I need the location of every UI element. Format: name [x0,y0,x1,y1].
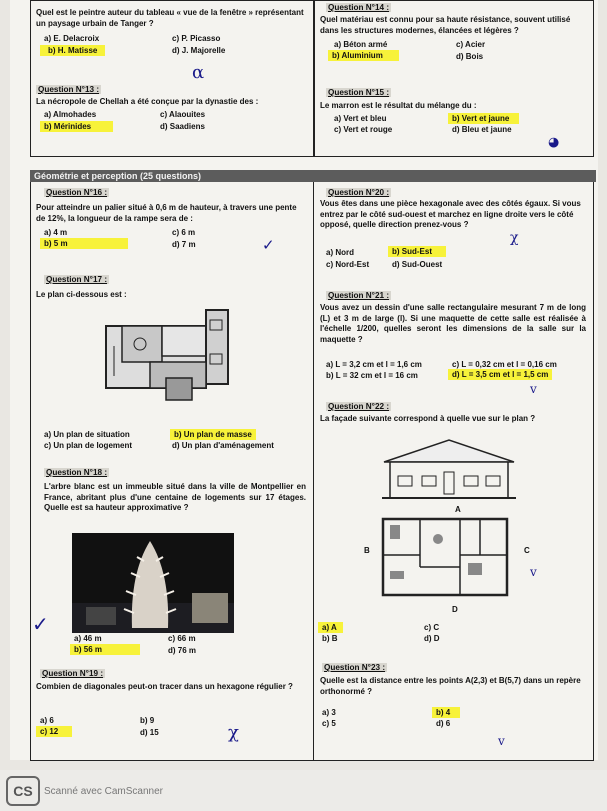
q23-title: Question N°23 : [324,663,386,672]
q23-option-c: b) 4 [432,707,460,718]
q18-option-c: c) 66 m [168,634,196,643]
q15-option-c: b) Vert et jaune [448,113,519,124]
q12-option-a: a) E. Delacroix [44,34,100,43]
q16-option-d: d) 7 m [172,240,196,249]
q17-text: Le plan ci-dessous est : [36,290,127,299]
q15-text: Le marron est le résultat du mélange du : [320,101,477,110]
camscanner-logo: CS [6,776,40,806]
q12-option-c: c) P. Picasso [172,34,221,43]
q19-text: Combien de diagonales peut-on tracer dans un hexagone régulier ? [36,682,293,691]
handwritten-bracket-mark: ✓ [32,612,49,636]
q13-title: Question N°13 : [38,85,100,94]
q21-option-c: c) L = 0,32 cm et l = 0,16 cm [452,360,557,369]
q19-option-a: a) 6 [40,716,54,725]
q22-option-c: c) C [424,623,440,632]
q15-option-a: a) Vert et bleu [334,114,387,123]
q13-option-a: a) Almohades [44,110,97,119]
q13-option-c: c) Alaouites [160,110,206,119]
q15-option-b: c) Vert et rouge [334,125,393,134]
q19-option-c: b) 9 [140,716,155,725]
q14-option-a: a) Béton armé [334,40,388,49]
q20-text: Vous êtes dans une pièce hexagonale avec des côtés égaux. Si vous entrez par le côté sud-ouest et marchez en ligne droite vers le côté opposé, quelle direction prenez-vous ? [320,199,581,229]
handwritten-cross-mark-2: χ [510,230,519,246]
q23-option-a: a) 3 [322,708,336,717]
q21-option-d: d) L = 3,5 cm et l = 1,5 cm [448,369,552,380]
q14-option-b: b) Aluminium [328,50,399,61]
q22-text: La façade suivante correspond à quelle vue sur le plan ? [320,414,536,423]
q16-title: Question N°16 : [46,188,108,197]
q22-label-b: B [364,546,370,555]
q23-option-d: d) 6 [436,719,451,728]
q20-option-a: a) Nord [326,248,354,257]
handwritten-check-mark: ✓ [262,236,275,254]
q20-title: Question N°20 : [328,188,390,197]
q17-option-d: d) Un plan d'aménagement [172,441,274,450]
handwritten-alpha-mark: α [192,62,205,83]
q19-option-b: c) 12 [36,726,72,737]
q13-text: La nécropole de Chellah a été conçue par la dynastie des : [36,97,259,106]
q18-option-a: a) 46 m [74,634,102,643]
q14-title: Question N°14 : [328,3,390,12]
q16-text: Pour atteindre un palier situé à 0,6 m de hauteur, à travers une pente de 12%, la longueur de la rampe sera de : [36,203,297,223]
q15-option-d: d) Bleu et jaune [452,125,512,134]
q22-label-d: D [452,605,458,614]
q16-option-a: a) 4 m [44,228,68,237]
q18-title: Question N°18 : [46,468,108,477]
q20-option-c: b) Sud-Est [388,246,446,257]
q13-option-b: b) Mérinides [40,121,113,132]
q22-option-d: d) D [424,634,440,643]
q20-option-d: d) Sud-Ouest [392,260,443,269]
q14-text: Quel matériau est connu pour sa haute résistance, souvent utilisé dans les structures modernes, élancées et légères ? [320,15,571,35]
q18-option-d: d) 76 m [168,646,197,655]
q17-option-c: b) Un plan de masse [170,429,256,440]
handwritten-circle-mark: ◕ [548,135,560,150]
house-plan-drawing [380,515,510,599]
handwritten-v-mark-2: v [530,565,537,579]
q18-option-b: b) 56 m [70,644,140,655]
q21-text: Vous avez un dessin d'une salle rectangulaire mesurant 7 m de long (L) et 3 m de large (l). Si une maquette de cette salle est réalisée à l'échelle 1/200, quelles seront les dimensions de la salle sur la maquette ? [320,303,586,344]
q22-option-b: b) B [322,634,338,643]
q21-option-a: a) L = 3,2 cm et l = 1,6 cm [326,360,422,369]
arbre-blanc-photo [72,533,234,633]
q20-option-b: c) Nord-Est [326,260,370,269]
q22-label-c: C [524,546,530,555]
q19-option-d: d) 15 [140,728,159,737]
camscanner-text: Scanné avec CamScanner [44,786,163,797]
q18-text: L'arbre blanc est un immeuble situé dans la ville de Montpellier en France, abritant plus d'une centaine de logements sur 17 étages. Quelle est sa hauteur approximative ? [44,482,306,512]
q17-option-a: a) Un plan de situation [44,430,130,439]
q13-option-d: d) Saadiens [160,122,205,131]
q16-option-c: c) 6 m [172,228,196,237]
handwritten-cross-mark: χ [228,722,239,743]
floor-plan-image [100,306,235,406]
house-facade-drawing [382,438,516,500]
q12-text: Quel est le peintre auteur du tableau « vue de la fenêtre » représentant un paysage urbain de Tanger ? [36,8,304,28]
section-header: Géométrie et perception (25 questions) [30,170,596,182]
q22-label-a: A [455,505,461,514]
q16-option-b: b) 5 m [40,238,128,249]
main-divider [313,182,314,760]
q21-title: Question N°21 : [328,291,390,300]
handwritten-v-mark-3: v [498,734,505,748]
q12-option-d: d) J. Majorelle [172,46,226,55]
q17-option-b: c) Un plan de logement [44,441,133,450]
q14-option-d: d) Bois [456,52,484,61]
q21-option-b: b) L = 32 cm et l = 16 cm [326,371,418,380]
q12-option-b: b) H. Matisse [40,45,105,56]
handwritten-v-mark: v [530,382,537,396]
q23-option-b: c) 5 [322,719,336,728]
q23-text: Quelle est la distance entre les points A(2,3) et B(5,7) dans un repère orthonormé ? [320,676,581,696]
q14-option-c: c) Acier [456,40,486,49]
q22-option-a: a) A [318,622,343,633]
q17-title: Question N°17 : [46,275,108,284]
q22-title: Question N°22 : [328,402,390,411]
q15-title: Question N°15 : [328,88,390,97]
q19-title: Question N°19 : [42,669,104,678]
